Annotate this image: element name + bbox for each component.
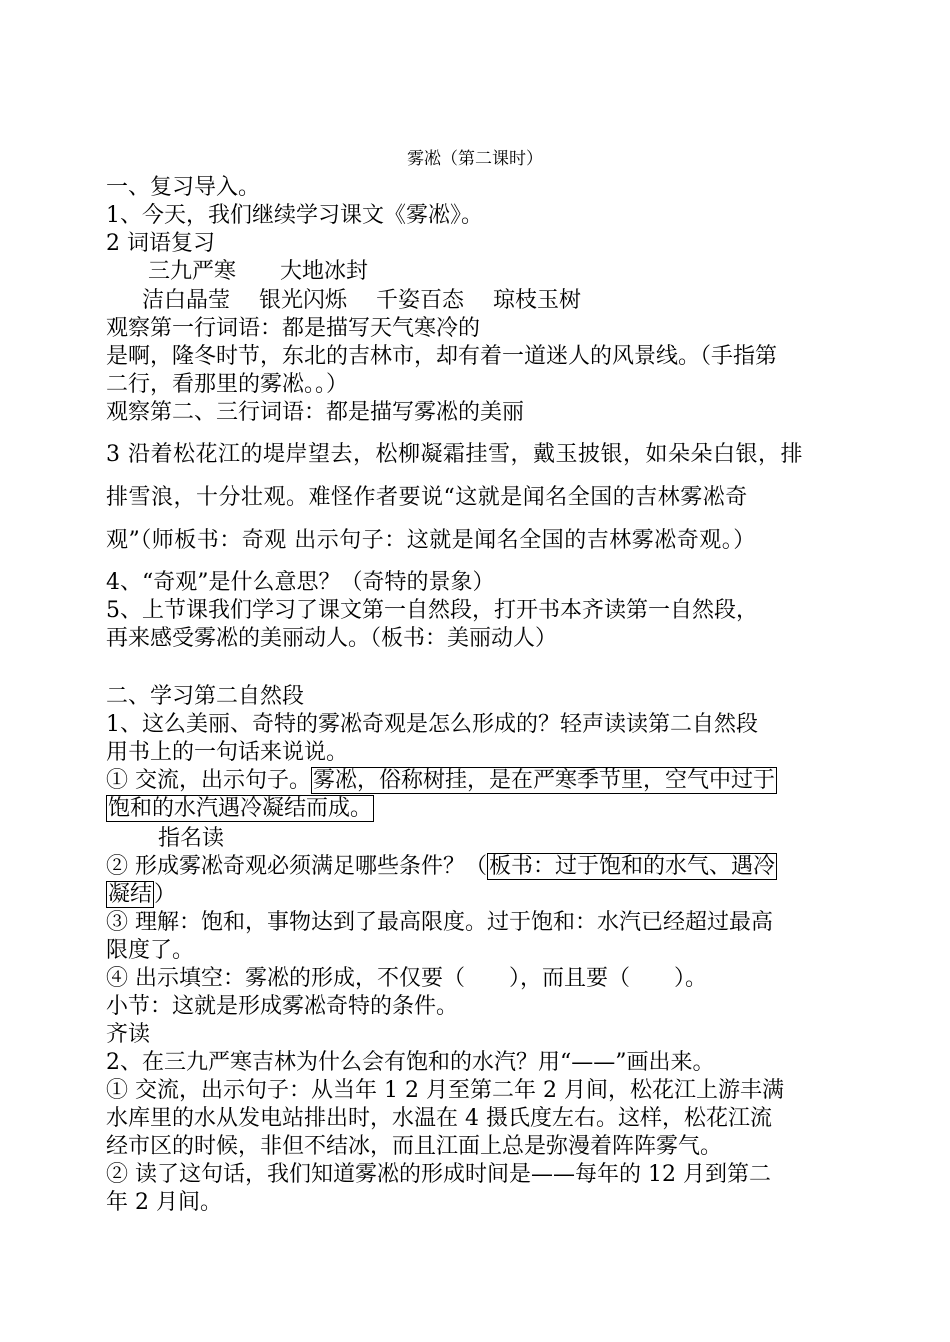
paragraph-line: 年 2 月间。 xyxy=(106,1190,222,1215)
paragraph-line: 观”（师板书：奇观 出示句子：这就是闻名全国的吉林雾凇奇观。） xyxy=(106,528,756,553)
paragraph-line: 观察第一行词语：都是描写天气寒冷的 xyxy=(106,316,481,341)
paragraph-line: 指名读 xyxy=(158,826,225,851)
paragraph-line: 2 词语复习 xyxy=(106,231,215,256)
paragraph-line xyxy=(106,881,851,909)
paragraph-line: 限度了。 xyxy=(106,938,195,963)
paragraph-line xyxy=(106,853,851,881)
paragraph-line xyxy=(106,795,851,823)
boxed-sentence-part-2: 饱和的水汽遇冷凝结而成。 xyxy=(108,796,373,821)
paragraph-line: ④ 出示填空：雾凇的形成，不仅要（ ），而且要（ ）。 xyxy=(106,966,707,991)
section-heading-paragraph-two: 二、学习第二自然段 xyxy=(106,684,305,709)
paragraph-line: 二行，看那里的雾凇。。） xyxy=(106,372,349,397)
paragraph-line: 齐读 xyxy=(106,1022,151,1047)
paragraph-line: 小节：这就是形成雾凇奇特的条件。 xyxy=(106,994,459,1019)
paragraph-line: 经市区的时候，非但不结冰，而且江面上总是弥漫着阵阵雾气。 xyxy=(106,1134,723,1159)
paragraph-line: ② 读了这句话，我们知道雾凇的形成时间是——每年的 12 月到第二 xyxy=(106,1162,771,1187)
vocabulary-row-2: 洁白晶莹 银光闪烁 千姿百态 琼枝玉树 xyxy=(142,288,581,313)
vocabulary-row-1: 三九严寒 大地冰封 xyxy=(148,259,369,284)
paragraph-line: 4、“奇观”是什么意思？（奇特的景象） xyxy=(106,570,495,595)
document-title: 雾凇（第二课时） xyxy=(407,149,543,169)
paragraph-line: ③ 理解：饱和，事物达到了最高限度。过于饱和：水汽已经超过最高 xyxy=(106,910,773,935)
question-text: ② 形成雾凇奇观必须满足哪些条件？（ xyxy=(106,854,487,879)
paragraph-line: 3 沿着松花江的堤岸望去，松柳凝霜挂雪，戴玉披银，如朵朵白银，排 xyxy=(106,442,803,467)
paragraph-line xyxy=(106,767,851,795)
paragraph-line: ① 交流，出示句子：从当年 1 2 月至第二年 2 月间，松花江上游丰满 xyxy=(106,1078,784,1103)
paragraph-line: 用书上的一句话来说说。 xyxy=(106,740,349,765)
closing-paren: ） xyxy=(154,882,177,907)
boxed-board-note-part-1: 板书：过于饱和的水气、遇冷 xyxy=(489,854,776,879)
paragraph-line: 再来感受雾凇的美丽动人。（板书：美丽动人） xyxy=(106,626,558,651)
paragraph-line: 排雪浪，十分壮观。难怪作者要说“这就是闻名全国的吉林雾凇奇 xyxy=(106,485,748,510)
boxed-board-note-part-2: 凝结 xyxy=(108,882,153,907)
paragraph-line: 水库里的水从发电站排出时，水温在 4 摄氏度左右。这样，松花江流 xyxy=(106,1106,772,1131)
exchange-label: ① 交流，出示句子。 xyxy=(106,768,311,793)
paragraph-line: 2、在三九严寒吉林为什么会有饱和的水汽？用“——”画出来。 xyxy=(106,1050,715,1075)
section-heading-review: 一、复习导入。 xyxy=(106,175,261,200)
paragraph-line: 1、这么美丽、奇特的雾凇奇观是怎么形成的？轻声读读第二自然段 xyxy=(106,712,758,737)
boxed-sentence-part-1: 雾凇，俗称树挂，是在严寒季节里，空气中过于 xyxy=(313,768,776,793)
paragraph-line: 观察第二、三行词语：都是描写雾凇的美丽 xyxy=(106,400,525,425)
paragraph-line: 是啊，隆冬时节，东北的吉林市，却有着一道迷人的风景线。（手指第 xyxy=(106,344,778,369)
paragraph-line: 1、今天，我们继续学习课文《雾凇》。 xyxy=(106,203,483,228)
paragraph-line: 5、上节课我们学习了课文第一自然段，打开书本齐读第一自然段， xyxy=(106,598,758,623)
